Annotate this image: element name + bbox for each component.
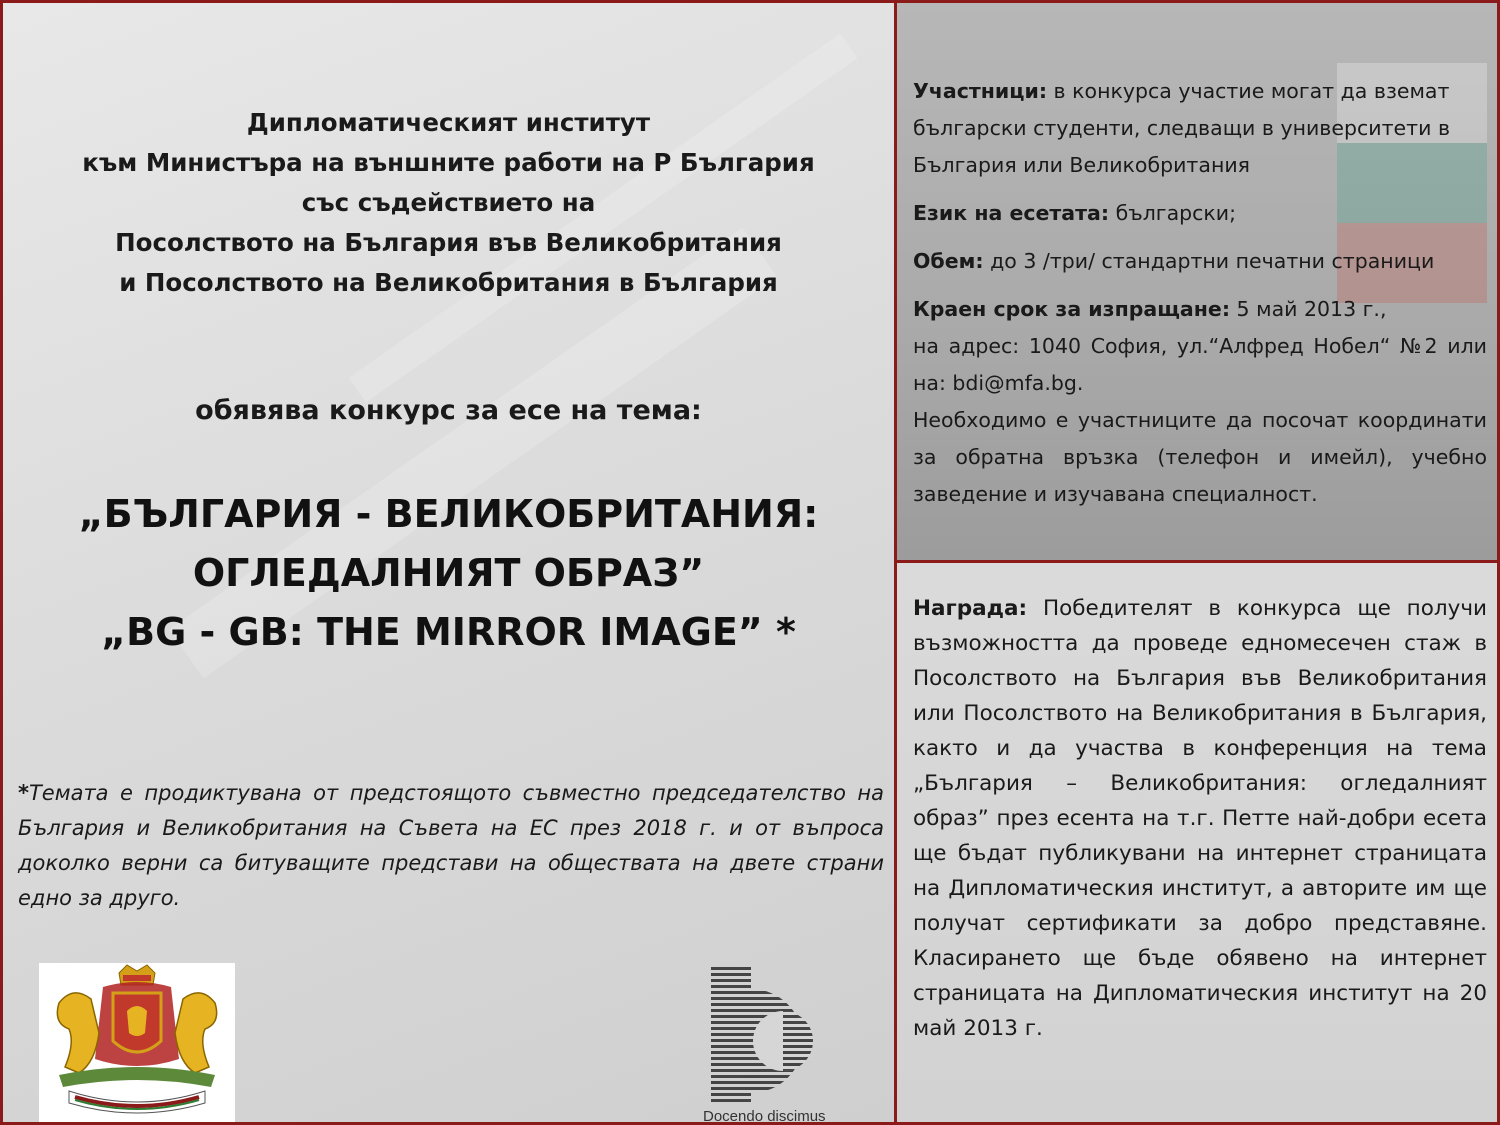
header-line: Посолството на България във Великобритания [115, 228, 782, 257]
header-line: към Министъра на външните работи на Р България [82, 148, 815, 177]
volume-text: до 3 /три/ стандартни печатни страници [983, 249, 1435, 273]
participants-label: Участници: [913, 79, 1048, 103]
topic-footnote [18, 776, 884, 916]
participants-item [913, 73, 1487, 184]
award-panel [894, 560, 1500, 1125]
coat-of-arms-icon [39, 963, 235, 1123]
language-label: Език на есетата: [913, 201, 1110, 225]
topic-line: „BG - GB: THE MIRROR IMAGE” * [101, 610, 796, 654]
language-text: български; [1109, 201, 1237, 225]
language-item [913, 195, 1487, 232]
award-text: Победителят в конкурса ще получи възможността да проведе едномесечен стаж в Посолството на България във Великобритания или Посолството на Великобритания в България, както и да участва в конференция на тема „България – Великобритания: огледалният образ” през есента на т.г. Петте най-добри есета ще бъдат публикувани на интернет страницата на Дипломатическия институт, а авторите им ще получат сертификати за добро представяне. Класирането ще бъде обявено на интернет страницата на Дипломатическия институт на 20 май 2013 г. [913, 596, 1487, 1041]
contest-details [913, 73, 1487, 513]
award-label: Награда: [913, 596, 1028, 621]
contact-requirements: Необходимо е участниците да посочат координати за обратна връзка (телефон и имейл), учебно заведение и изучавана специалност. [913, 408, 1487, 506]
participants-text: в конкурса участие могат да вземат български студенти, следващи в университети в България или Великобритания [913, 79, 1451, 177]
volume-item [913, 243, 1487, 280]
announcement: обявява конкурс за есе на тема: [195, 395, 702, 426]
award-description [913, 591, 1487, 1046]
docendo-discimus-logo [703, 961, 863, 1125]
topic-line: ОГЛЕДАЛНИЯТ ОБРАЗ” [192, 551, 705, 595]
header-line: със съдействието на [301, 188, 596, 217]
header-line: и Посолството на Великобритания в България [119, 268, 778, 297]
volume-label: Обем: [913, 249, 984, 273]
address-text: на адрес: 1040 София, ул.“Алфред Нобел“ №2 или на: bdi@mfa.bg. [913, 334, 1487, 395]
deadline-label: Краен срок за изпращане: [913, 297, 1231, 321]
footnote-star: * [18, 781, 29, 805]
organizer-header [3, 103, 894, 303]
topic-line: „БЪЛГАРИЯ - ВЕЛИКОБРИТАНИЯ: [78, 492, 819, 536]
contest-details-panel [894, 0, 1500, 563]
essay-topic-title [3, 485, 894, 662]
deadline-item [913, 291, 1487, 328]
footnote-text: Темата е продиктувана от предстоящото съвместно председателство на България и Великобритания на Съвета на ЕС през 2018 г. и от въпроса доколко верни са битуващите представи на обществата на двете страни едно за друго. [18, 781, 884, 910]
coat-of-arms-logo [39, 963, 235, 1123]
header-line: Дипломатическият институт [246, 108, 651, 137]
diplomatic-institute-icon [703, 961, 863, 1125]
deadline-text: 5 май 2013 г., [1230, 297, 1387, 321]
docendo-text: Docendo discimus [703, 1108, 826, 1125]
